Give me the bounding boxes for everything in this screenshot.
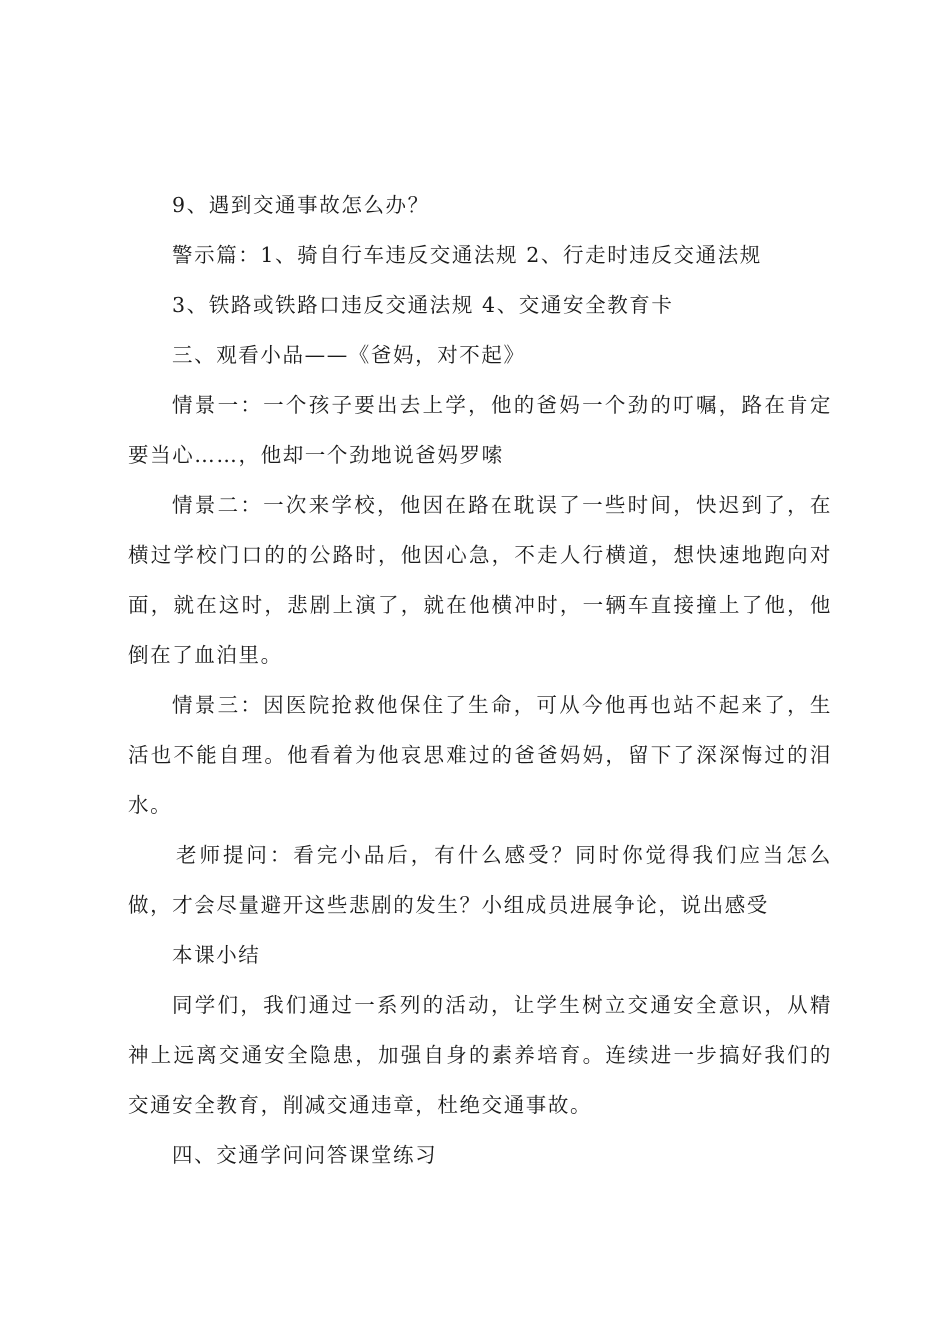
section-heading-skit: 三、观看小品——《爸妈，对不起》 [172, 343, 526, 367]
paragraph-summary: 同学们，我们通过一系列的活动，让学生树立交通安全意识，从精神上远离交通安全隐患，加强自身的素养培育。连续进一步搞好我们的交通安全教育，削减交通违章，杜绝交通事故。 [128, 993, 832, 1117]
paragraph-scene-3: 情景三：因医院抢救他保住了生命，可从今他再也站不起来了，生活也不能自理。他看着为他哀思难过的爸爸妈妈，留下了深深悔过的泪水。 [128, 693, 832, 817]
paragraph-teacher-question: 老师提问：看完小品后，有什么感受？同时你觉得我们应当怎么做，才会尽量避开这些悲剧的发生？小组成员进展争论，说出感受 [128, 843, 832, 917]
paragraph-warning-1: 警示篇：1、骑自行车违反交通法规 2、行走时违反交通法规 [172, 243, 762, 267]
section-heading-quiz: 四、交通学问问答课堂练习 [172, 1143, 438, 1167]
paragraph-scene-1: 情景一：一个孩子要出去上学，他的爸妈一个劲的叮嘱，路在肯定要当心……，他却一个劲地说爸妈罗嗦 [128, 393, 832, 467]
paragraph-warning-2: 3、铁路或铁路口违反交通法规 4、交通安全教育卡 [172, 293, 674, 317]
paragraph-question-9: 9、遇到交通事故怎么办？ [172, 193, 430, 217]
paragraph-scene-2: 情景二：一次来学校，他因在路在耽误了一些时间，快迟到了，在横过学校门口的的公路时，他因心急，不走人行横道，想快速地跑向对面，就在这时，悲剧上演了，就在他横冲时，一辆车直接撞上了他，他倒在了血泊里。 [128, 493, 832, 667]
section-heading-summary: 本课小结 [172, 943, 261, 967]
